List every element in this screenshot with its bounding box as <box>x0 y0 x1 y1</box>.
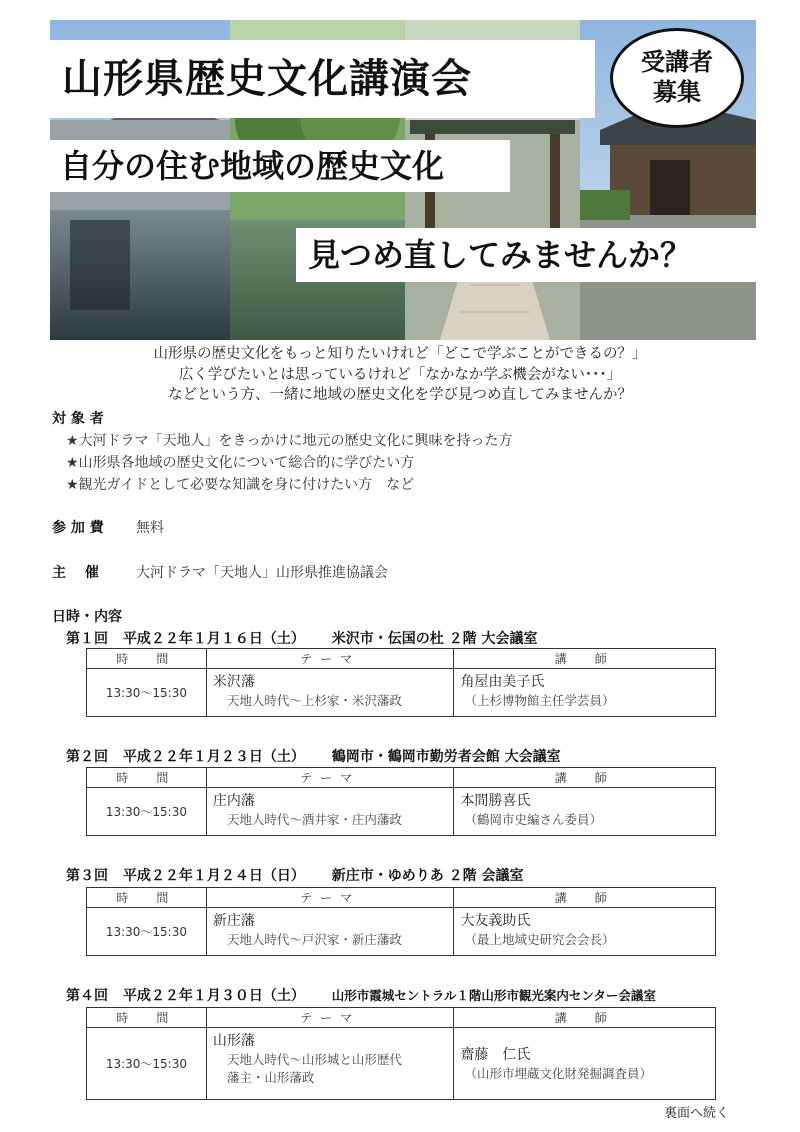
session-heading <box>66 865 524 885</box>
session-lecturer: 大友義助氏 <box>460 913 531 929</box>
session-table <box>86 648 716 717</box>
session-time: 13:30〜15:30 <box>87 908 207 956</box>
session-heading <box>66 746 561 766</box>
session-heading <box>66 985 656 1005</box>
session-lecturer-cell <box>454 1028 716 1100</box>
header-theme: テーマ <box>206 1008 454 1028</box>
session-theme: 新庄藩 <box>212 913 255 929</box>
session-theme-sub-2: 藩主・山形藩政 <box>226 1070 315 1085</box>
session-table <box>86 1007 716 1100</box>
event-title-box <box>50 40 595 118</box>
session-lecturer: 角屋由美子氏 <box>460 674 545 690</box>
session-date: 平成２２年１月２３日（土） <box>122 749 305 765</box>
schedule-label: 日時・内容 <box>52 609 122 625</box>
session-theme: 庄内藩 <box>212 793 255 809</box>
banner-subtitle-1-box <box>50 140 510 192</box>
session-number: 第４回 <box>66 988 108 1004</box>
session-table <box>86 887 716 956</box>
intro-text <box>0 344 800 406</box>
session-lecturer-title: （最上地域史研究会会長） <box>464 932 615 947</box>
target-label: 対 象 者 <box>52 411 104 427</box>
header-theme: テーマ <box>206 888 454 908</box>
recruiting-badge-line2: 募集 <box>653 78 701 106</box>
session-table <box>86 767 716 836</box>
session-date: 平成２２年１月１６日（土） <box>122 631 305 647</box>
fee-value: 無料 <box>136 520 164 536</box>
session-venue: 山形市霞城セントラル１階山形市観光案内センター会議室 <box>331 988 656 1003</box>
session-theme-sub: 天地人時代〜戸沢家・新庄藩政 <box>226 932 402 947</box>
header-theme: テーマ <box>206 768 454 788</box>
session-lecturer: 齋藤 仁氏 <box>460 1046 531 1063</box>
intro-line: 広く学びたいとは思っているけれど「なかなか学ぶ機会がない･･･」 <box>178 366 622 383</box>
session-venue: 鶴岡市・鶴岡市勤労者会館 大会議室 <box>331 749 561 765</box>
header-lecturer: 講 師 <box>454 1008 716 1028</box>
recruiting-badge-line1: 受講者 <box>641 48 713 76</box>
header-time: 時 間 <box>87 768 207 788</box>
target-item: ★山形県各地域の歴史文化について総合的に学びたい方 <box>66 455 415 471</box>
session-lecturer-title: （山形市埋蔵文化財発掘調査員） <box>464 1065 652 1081</box>
intro-line: 山形県の歴史文化をもっと知りたいけれど「どこで学ぶことができるの？」 <box>153 346 647 362</box>
session-number: 第２回 <box>66 749 108 765</box>
fee-label: 参 加 費 <box>52 520 104 536</box>
session-theme-sub: 天地人時代〜酒井家・庄内藩政 <box>226 812 402 827</box>
banner-subtitle-2: 見つめ直してみませんか？ <box>308 236 693 274</box>
session-theme-cell <box>206 908 454 956</box>
organizer-label: 主 催 <box>52 565 99 581</box>
session-lecturer-cell <box>454 788 716 836</box>
event-title: 山形県歴史文化講演会 <box>62 56 472 102</box>
session-theme-cell <box>206 788 454 836</box>
session-time: 13:30〜15:30 <box>87 788 207 836</box>
banner-subtitle-2-box <box>296 228 756 282</box>
session-lecturer-cell <box>454 908 716 956</box>
session-date: 平成２２年１月２４日（日） <box>122 868 305 884</box>
target-item: ★観光ガイドとして必要な知識を身に付けたい方 など <box>66 477 415 493</box>
session-lecturer-cell <box>454 669 716 717</box>
session-time: 13:30〜15:30 <box>87 1028 207 1100</box>
session-number: 第１回 <box>66 631 108 647</box>
session-time: 13:30〜15:30 <box>87 669 207 717</box>
recruiting-badge <box>610 28 744 128</box>
session-lecturer-title: （上杉博物館主任学芸員） <box>464 693 615 708</box>
session-venue: 新庄市・ゆめりあ ２階 会議室 <box>331 868 524 884</box>
intro-line: などという方、一緒に地域の歴史文化を学び見つめ直してみませんか？ <box>168 387 632 403</box>
session-number: 第３回 <box>66 868 108 884</box>
session-date: 平成２２年１月３０日（土） <box>122 988 305 1004</box>
header-lecturer: 講 師 <box>454 649 716 669</box>
session-theme-cell <box>206 669 454 717</box>
session-lecturer-title: （鶴岡市史編さん委員） <box>464 812 602 827</box>
session-theme: 米沢藩 <box>212 674 255 690</box>
session-theme-sub: 天地人時代〜上杉家・米沢藩政 <box>226 693 402 708</box>
banner-subtitle-1: 自分の住む地域の歴史文化 <box>60 147 445 185</box>
continued-overleaf-note: 裏面へ続く <box>664 1106 730 1121</box>
header-time: 時 間 <box>87 649 207 669</box>
session-heading <box>66 628 538 648</box>
organizer-value: 大河ドラマ「天地人」山形県推進協議会 <box>136 565 388 581</box>
session-theme-cell <box>206 1028 454 1100</box>
header-time: 時 間 <box>87 888 207 908</box>
header-time: 時 間 <box>87 1008 207 1028</box>
header-lecturer: 講 師 <box>454 768 716 788</box>
target-item: ★大河ドラマ「天地人」をきっかけに地元の歴史文化に興味を持った方 <box>66 433 513 449</box>
session-lecturer: 本間勝喜氏 <box>460 793 531 809</box>
header-theme: テーマ <box>206 649 454 669</box>
session-theme-sub: 天地人時代〜山形城と山形歴代 <box>226 1052 402 1067</box>
header-lecturer: 講 師 <box>454 888 716 908</box>
session-venue: 米沢市・伝国の杜 ２階 大会議室 <box>331 631 538 647</box>
session-theme: 山形藩 <box>212 1033 255 1049</box>
